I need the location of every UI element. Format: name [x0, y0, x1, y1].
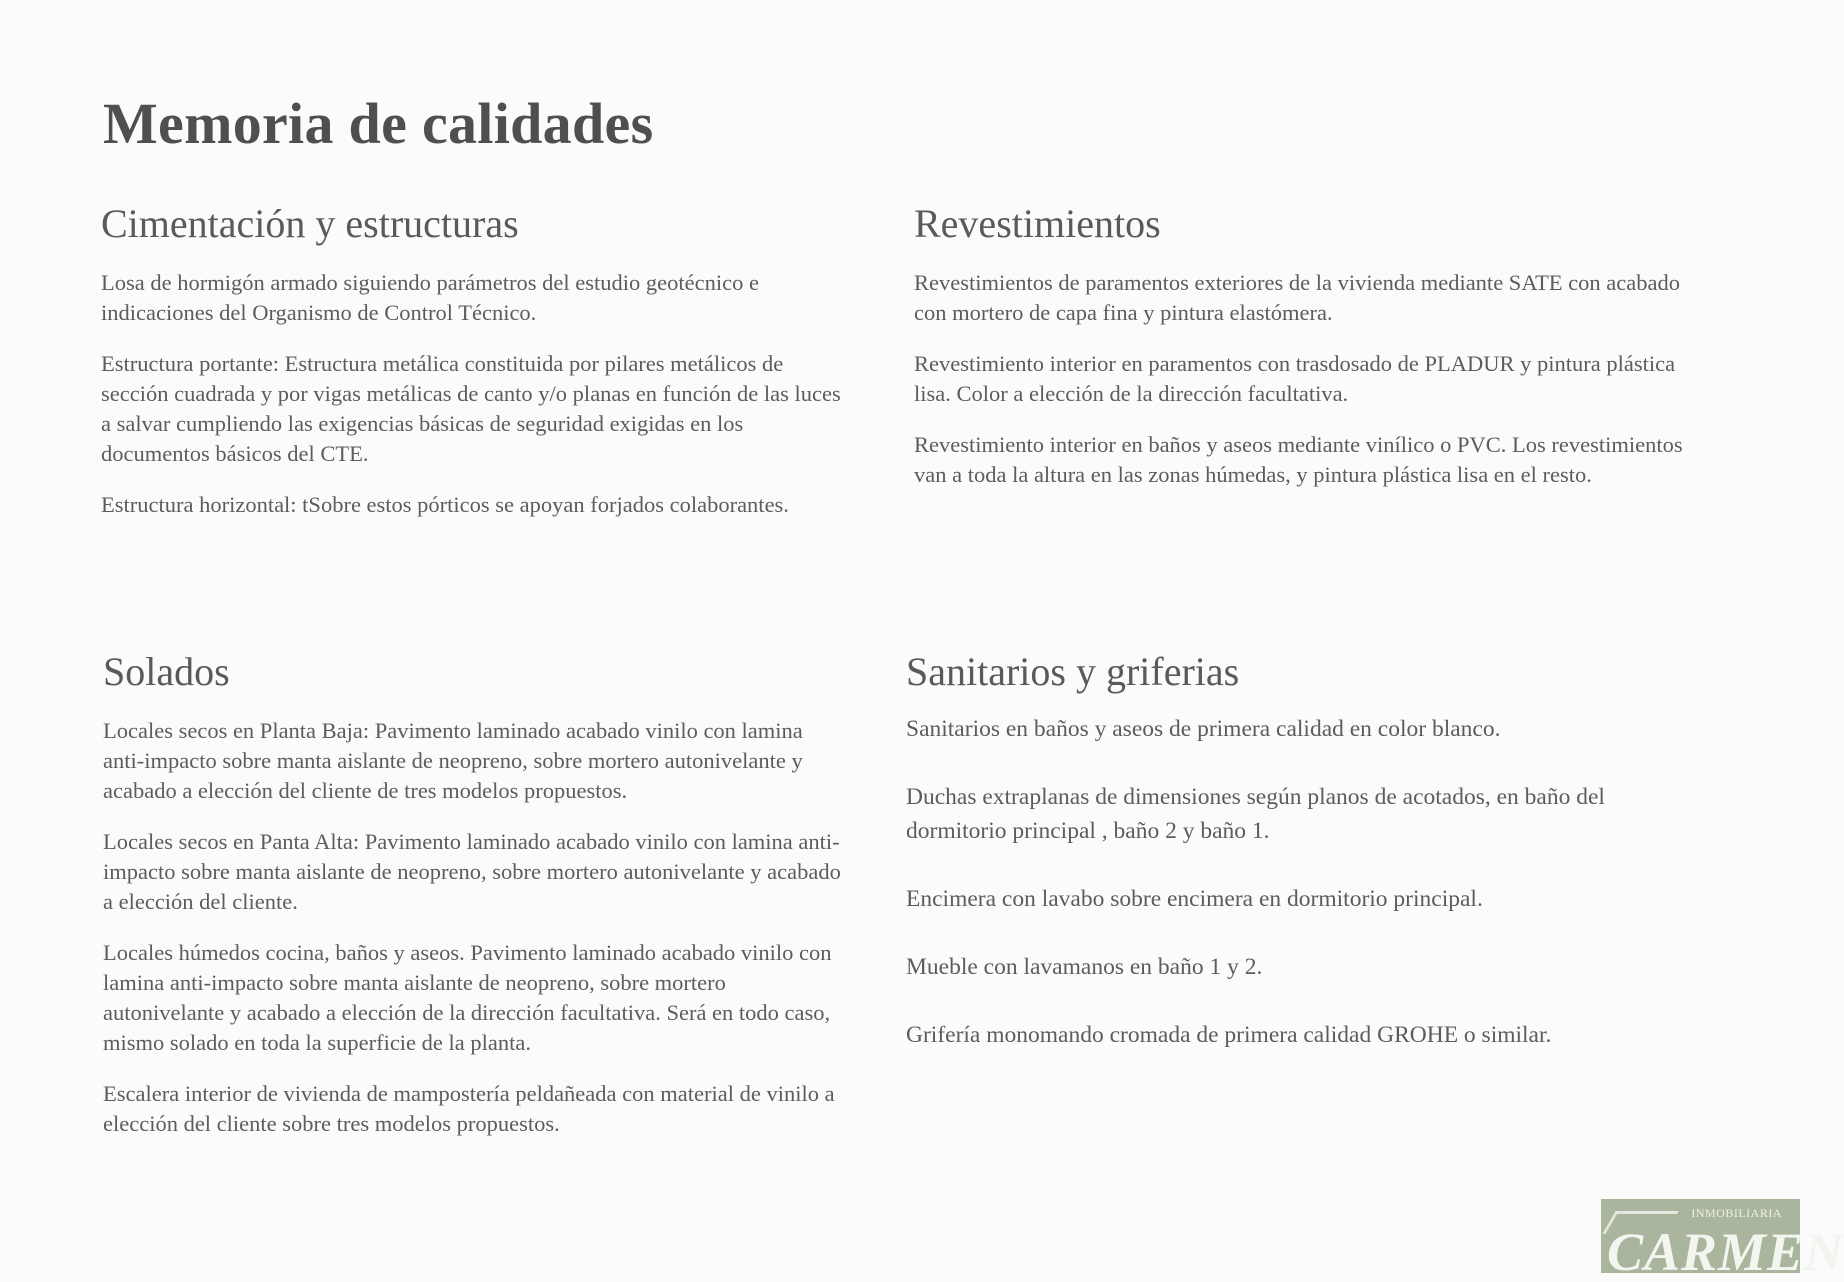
paragraph: Escalera interior de vivienda de mampostería peldañeada con material de vinilo a elección del cliente sobre tres modelos propuestos.: [103, 1081, 835, 1136]
paragraph: Revestimiento interior en paramentos con trasdosado de PLADUR y pintura plástica lisa. Color a elección de la dirección facultativa.: [914, 351, 1676, 406]
paragraph: Revestimientos de paramentos exteriores de la vivienda mediante SATE con acabado con mortero de capa fina y pintura elastómera.: [914, 270, 1680, 325]
logo-subtitle: INMOBILIARIA: [1691, 1206, 1782, 1220]
page-title: Memoria de calidades: [103, 91, 654, 156]
section-heading-solados: Solados: [103, 649, 230, 694]
paragraph: Estructura horizontal: tSobre estos pórticos se apoyan forjados colaborantes.: [101, 492, 789, 517]
section-heading-sanitarios: Sanitarios y griferias: [906, 649, 1240, 694]
paragraph: Locales húmedos cocina, baños y aseos. Pavimento laminado acabado vinilo con lamina anti-impacto sobre manta aislante de neopreno, sobre mortero autonivelante y acabado a elección de la dirección facultativa. Será en todo caso, mismo solado en toda la superficie de la planta.: [103, 940, 832, 1055]
paragraph: Mueble con lavamanos en baño 1 y 2.: [906, 954, 1263, 980]
company-logo: [1601, 1199, 1844, 1282]
paragraph: Duchas extraplanas de dimensiones según planos de acotados, en baño del dormitorio principal , baño 2 y baño 1.: [906, 784, 1605, 844]
paragraph: Revestimiento interior en baños y aseos mediante vinílico o PVC. Los revestimientos van a toda la altura en las zonas húmedas, y pintura plástica lisa en el resto.: [914, 432, 1683, 487]
section-cimentacion: [101, 202, 841, 541]
section-sanitarios: [906, 650, 1686, 1086]
paragraph: Losa de hormigón armado siguiendo parámetros del estudio geotécnico e indicaciones del Organismo de Control Técnico.: [101, 270, 759, 325]
logo-wordmark: CARMEN: [1607, 1222, 1844, 1282]
paragraph: Sanitarios en baños y aseos de primera calidad en color blanco.: [906, 716, 1501, 742]
section-heading-cimentacion: Cimentación y estructuras: [101, 201, 519, 246]
paragraph: Grifería monomando cromada de primera calidad GROHE o similar.: [906, 1022, 1552, 1048]
section-solados: [103, 650, 843, 1160]
paragraph: Encimera con lavabo sobre encimera en dormitorio principal.: [906, 886, 1483, 912]
paragraph: Locales secos en Planta Baja: Pavimento laminado acabado vinilo con lamina anti-impacto sobre manta aislante de neopreno, sobre mortero autonivelante y acabado a elección del cliente de tres modelos propuestos.: [103, 718, 803, 803]
paragraph: Locales secos en Panta Alta: Pavimento laminado acabado vinilo con lamina anti-impacto sobre manta aislante de neopreno, sobre mortero autonivelante y acabado a elección del cliente.: [103, 829, 841, 914]
section-revestimientos: [914, 202, 1684, 511]
paragraph: Estructura portante: Estructura metálica constituida por pilares metálicos de sección cuadrada y por vigas metálicas de canto y/o planas en función de las luces a salvar cumpliendo las exigencias básicas de seguridad exigidas en los documentos básicos del CTE.: [101, 351, 841, 466]
section-heading-revestimientos: Revestimientos: [914, 201, 1161, 246]
